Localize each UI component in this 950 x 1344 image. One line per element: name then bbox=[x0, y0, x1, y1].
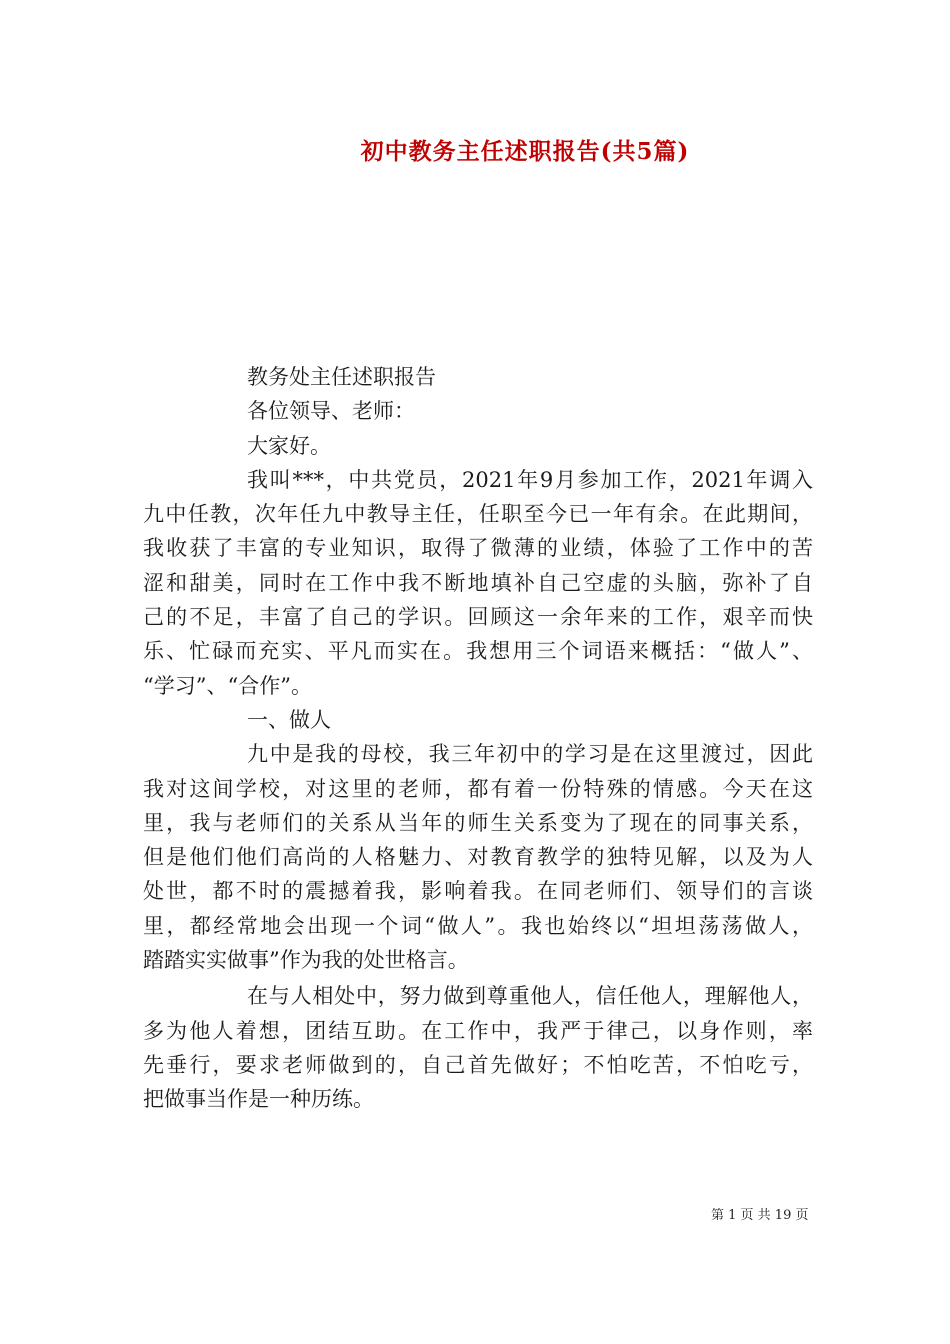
document-title: 初中教务主任述职报告(共5篇) bbox=[360, 138, 690, 165]
paragraph-line: 先垂行，要求老师做到的，自己首先做好；不怕吃苦，不怕吃亏， bbox=[143, 1052, 813, 1077]
paragraph-section1 bbox=[143, 737, 813, 977]
section-heading: 一、做人 bbox=[247, 707, 331, 732]
page-number: 第 1 页 共 19 页 bbox=[711, 1208, 809, 1223]
paragraph-line: 但是他们他们高尚的人格魅力、对教育教学的独特见解，以及为人 bbox=[143, 845, 813, 870]
paragraph-line: 在与人相处中，努力做到尊重他人，信任他人，理解他人， bbox=[247, 984, 813, 1009]
paragraph-line: “学习”、“合作”。 bbox=[143, 673, 312, 698]
paragraph-line: 乐、忙碌而充实、平凡而实在。我想用三个词语来概括：“做人”、 bbox=[143, 639, 813, 664]
paragraph-line: 把做事当作是一种历练。 bbox=[143, 1087, 374, 1112]
paragraph-line: 里，我与老师们的关系从当年的师生关系变为了现在的同事关系， bbox=[143, 810, 813, 835]
paragraph-section1-cont bbox=[143, 979, 813, 1116]
paragraph-line: 涩和甜美，同时在工作中我不断地填补自己空虚的头脑，弥补了自 bbox=[143, 570, 813, 595]
paragraph-line: 九中是我的母校，我三年初中的学习是在这里渡过，因此 bbox=[247, 742, 813, 767]
paragraph-line: 踏踏实实做事”作为我的处世格言。 bbox=[143, 948, 469, 973]
paragraph-line: 里，都经常地会出现一个词“做人”。我也始终以“坦坦荡荡做人， bbox=[143, 913, 813, 938]
greeting: 大家好。 bbox=[247, 433, 331, 458]
paragraph-line: 己的不足，丰富了自己的学识。回顾这一余年来的工作，艰辛而快 bbox=[143, 605, 813, 630]
paragraph-line: 我对这间学校，对这里的老师，都有着一份特殊的情感。今天在这 bbox=[143, 776, 813, 801]
paragraph-intro bbox=[143, 463, 813, 703]
salutation: 各位领导、老师： bbox=[247, 399, 415, 424]
paragraph-line: 九中任教，次年任九中教导主任，任职至今已一年有余。在此期间， bbox=[143, 502, 813, 527]
paragraph-line: 多为他人着想，团结互助。在工作中，我严于律己，以身作则，率 bbox=[143, 1018, 813, 1043]
report-heading: 教务处主任述职报告 bbox=[247, 365, 436, 389]
paragraph-line: 处世，都不时的震撼着我，影响着我。在同老师们、领导们的言谈 bbox=[143, 879, 813, 904]
paragraph-line: 我收获了丰富的专业知识，取得了微薄的业绩，体验了工作中的苦 bbox=[143, 536, 813, 561]
paragraph-line: 我叫***，中共党员，2021年9月参加工作，2021年调入 bbox=[247, 467, 813, 492]
document-body bbox=[143, 360, 813, 1117]
